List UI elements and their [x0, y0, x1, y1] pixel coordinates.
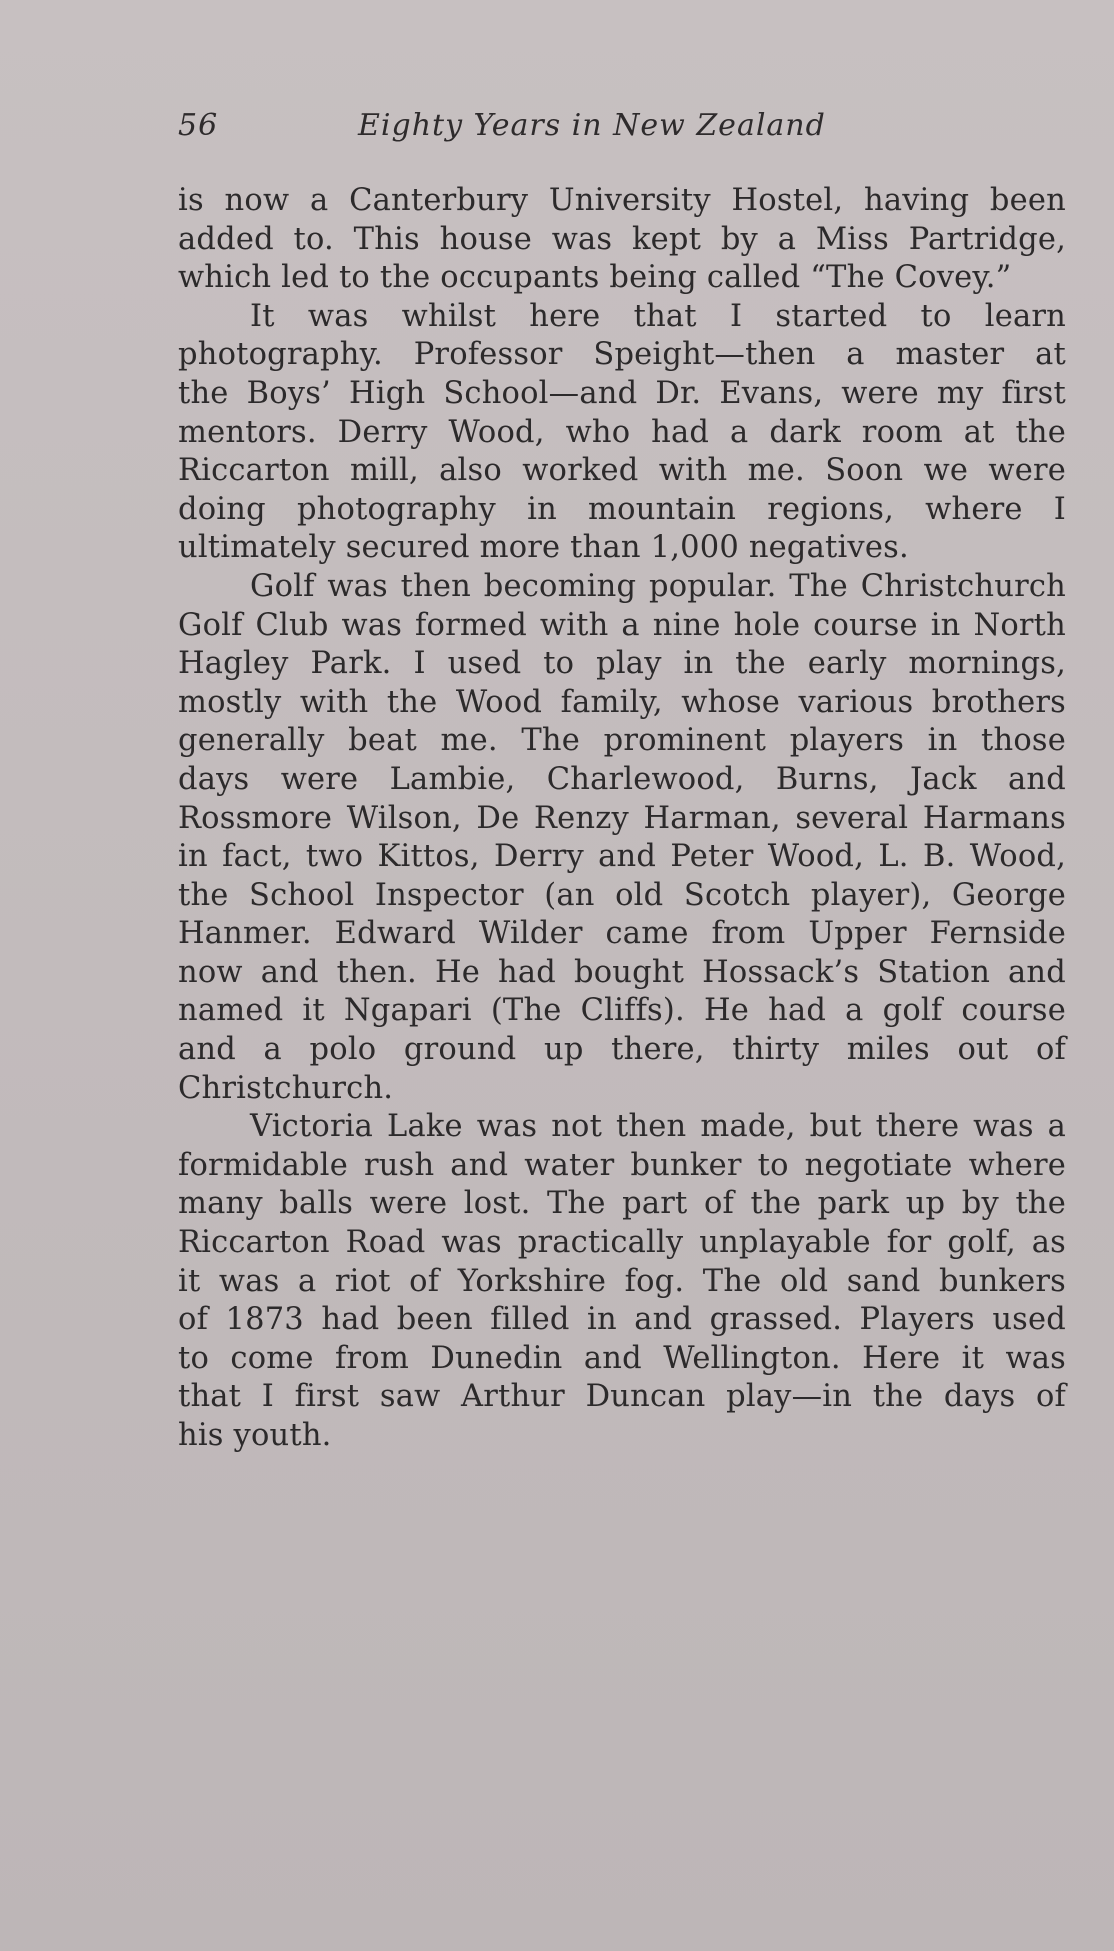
text-line: his youth. — [178, 1418, 332, 1453]
running-head — [178, 108, 872, 148]
running-title: Eighty Years in New Zealand — [358, 108, 826, 143]
text-line: mostly with the Wood family, whose various brothers — [178, 684, 1066, 720]
text-line: Golf Club was formed with a nine hole course in North — [178, 607, 1066, 643]
text-line: Hagley Park. I used to play in the early mornings, — [178, 646, 1066, 682]
text-line: Rossmore Wilson, De Renzy Harman, several Harmans — [178, 800, 1066, 836]
text-line: of 1873 had been filled in and grassed. Players used — [178, 1302, 1066, 1338]
text-line: Riccarton Road was practically unplayable for golf, as — [178, 1225, 1066, 1261]
text-line: now and then. He had bought Hossack’s Station and — [178, 954, 1066, 990]
text-line: Golf was then becoming popular. The Christchurch — [250, 568, 1066, 604]
text-line: named it Ngapari (The Cliffs). He had a golf course — [178, 993, 1066, 1029]
text-line: Riccarton mill, also worked with me. Soon we were — [178, 453, 1066, 489]
page-number: 56 — [178, 108, 219, 143]
text-line: to come from Dunedin and Wellington. Here it was — [178, 1340, 1066, 1376]
text-line: the Boys’ High School—and Dr. Evans, were my first — [178, 375, 1066, 411]
text-line: many balls were lost. The part of the park up by the — [178, 1186, 1066, 1222]
text-line: which led to the occupants being called “The Covey.” — [178, 260, 1012, 296]
paragraph — [178, 568, 1066, 1108]
text-line: days were Lambie, Charlewood, Burns, Jack and — [178, 761, 1066, 797]
text-line: photography. Professor Speight—then a master at — [178, 337, 1066, 373]
paragraph — [178, 182, 1066, 298]
text-line: and a polo ground up there, thirty miles out of — [178, 1032, 1066, 1068]
text-line: generally beat me. The prominent players in those — [178, 723, 1066, 759]
text-line: doing photography in mountain regions, where I — [178, 491, 1066, 527]
text-line: the School Inspector (an old Scotch player), George — [178, 877, 1066, 913]
text-line: Victoria Lake was not then made, but there was a — [250, 1109, 1066, 1145]
text-line: it was a riot of Yorkshire fog. The old sand bunkers — [178, 1263, 1066, 1299]
text-line: formidable rush and water bunker to negotiate where — [178, 1147, 1066, 1183]
text-line: added to. This house was kept by a Miss Partridge, — [178, 221, 1066, 257]
paragraph — [178, 298, 1066, 568]
body-text — [178, 182, 1066, 1456]
text-line: ultimately secured more than 1,000 negatives. — [178, 530, 909, 566]
text-line: that I first saw Arthur Duncan play—in the days of — [178, 1379, 1066, 1415]
text-line: in fact, two Kittos, Derry and Peter Wood, L. B. Wood, — [178, 839, 1066, 875]
paragraph — [178, 1108, 1066, 1455]
text-line: is now a Canterbury University Hostel, having been — [178, 183, 1066, 218]
text-line: Christchurch. — [178, 1070, 394, 1106]
text-line: It was whilst here that I started to learn — [250, 298, 1066, 334]
text-line: mentors. Derry Wood, who had a dark room at the — [178, 414, 1066, 450]
text-line: Hanmer. Edward Wilder came from Upper Fernside — [178, 916, 1066, 952]
